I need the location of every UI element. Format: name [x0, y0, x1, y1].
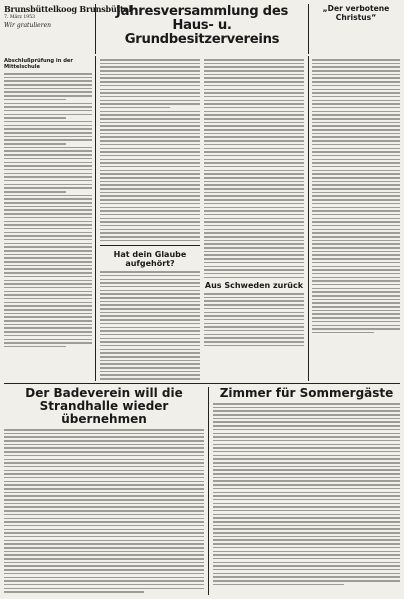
rooms-headline: Zimmer für Sommergäste [219, 387, 394, 400]
text-placeholder [312, 59, 400, 333]
text-placeholder [100, 59, 200, 241]
masthead [4, 4, 132, 54]
column-center-right [204, 56, 304, 381]
bottom-section [4, 383, 400, 595]
rooms-article [208, 387, 400, 595]
section-heading-faith: Hat dein Glaube aufgehört? [113, 250, 187, 269]
masthead-title: Brunsbüttelkoog Brunsbüttel [4, 4, 132, 14]
right-headline: „Der verbotene Christus“ [308, 4, 400, 54]
column-left [4, 56, 96, 381]
article-columns [4, 56, 400, 381]
column-center-left [100, 56, 200, 381]
masthead-date: 7. März 1953 [4, 15, 36, 20]
text-placeholder [213, 403, 400, 585]
column-right [308, 56, 400, 381]
text-placeholder [4, 73, 92, 347]
beach-article [4, 387, 204, 595]
main-headline: Jahresversammlung des Haus- u. Grundbesitzervereins [115, 4, 289, 47]
beach-headline: Der Badeverein will die Strandhalle wieder übernehmen [25, 387, 183, 426]
header-row [4, 4, 400, 54]
text-placeholder [204, 59, 304, 278]
text-placeholder [100, 271, 200, 379]
section-heading-left: Abschlußprüfung in der Mittelschule [4, 58, 73, 70]
greeting-heading: Wir gratulieren [4, 22, 51, 29]
section-heading-schweden: Aus Schweden zurück [204, 281, 304, 291]
text-placeholder [204, 293, 304, 346]
text-placeholder [4, 429, 204, 593]
